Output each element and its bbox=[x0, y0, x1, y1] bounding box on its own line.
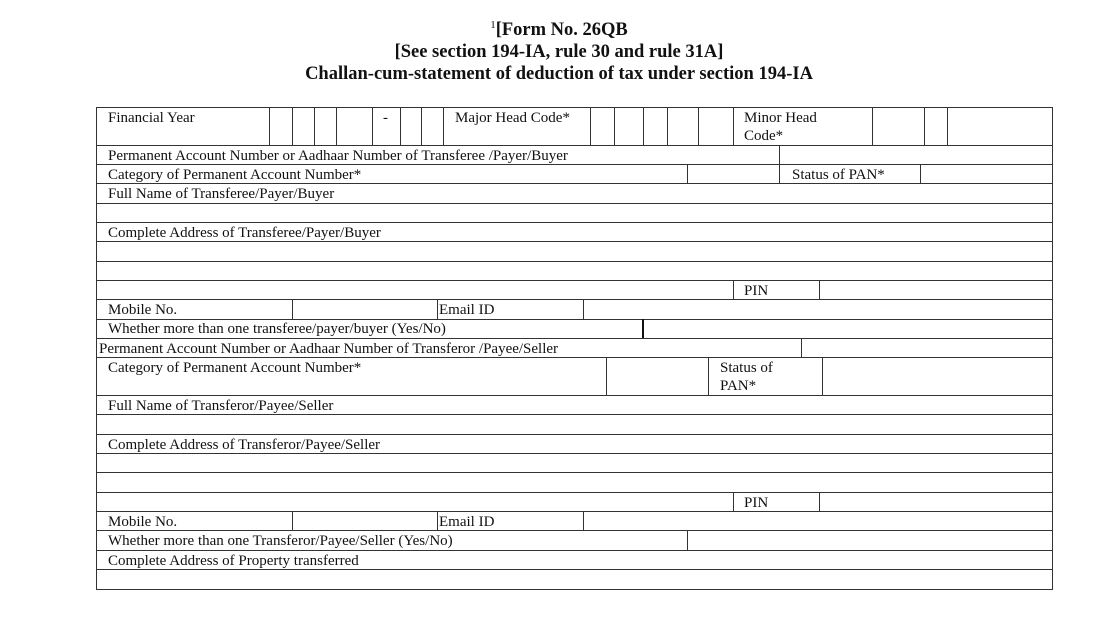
financial-year-label: Financial Year bbox=[108, 110, 195, 126]
cell-divider bbox=[643, 107, 644, 145]
transferor-multiple-label: Whether more than one Transferor/Payee/Seller (Yes/No) bbox=[108, 533, 453, 549]
transferee-pin-label: PIN bbox=[744, 283, 769, 299]
form-title: Challan-cum-statement of deduction of tax under section 194-IA bbox=[305, 64, 813, 84]
cell-divider bbox=[733, 107, 734, 145]
transferee-multiple-label: Whether more than one transferee/payer/buyer (Yes/No) bbox=[108, 321, 446, 337]
financial-year-separator: - bbox=[383, 110, 388, 126]
form-table bbox=[96, 107, 1053, 590]
cell-divider bbox=[708, 357, 709, 395]
transferor-address-line-2[interactable] bbox=[97, 473, 1052, 492]
transferor-name-field[interactable] bbox=[97, 415, 1052, 434]
cell-divider bbox=[872, 107, 873, 145]
cell-divider bbox=[400, 107, 401, 145]
minor-head-code-label: Minor Head Code* bbox=[744, 110, 817, 144]
transferee-name-label: Full Name of Transferee/Payer/Buyer bbox=[108, 186, 335, 202]
cell-divider bbox=[733, 492, 734, 511]
cell-divider bbox=[421, 107, 422, 145]
cell-divider bbox=[269, 107, 270, 145]
transferor-pan-field[interactable] bbox=[802, 339, 1052, 357]
row-divider bbox=[96, 222, 1053, 223]
form-header bbox=[0, 14, 1118, 85]
cell-divider bbox=[314, 107, 315, 145]
form-number bbox=[0, 14, 1118, 41]
table-border-left bbox=[96, 107, 97, 590]
transferor-pan-status-label: Status of PAN* bbox=[720, 360, 773, 394]
transferee-address-line-2[interactable] bbox=[97, 262, 1052, 280]
transferor-pin-field[interactable] bbox=[820, 493, 1052, 511]
transferee-pan-status-label: Status of PAN* bbox=[792, 167, 885, 183]
transferor-mobile-field[interactable] bbox=[293, 512, 437, 530]
transferee-email-field[interactable] bbox=[584, 300, 1052, 319]
cell-divider bbox=[947, 107, 948, 145]
transferor-multiple-field[interactable] bbox=[688, 531, 1052, 550]
transferor-pan-label: Permanent Account Number or Aadhaar Number of Transferor /Payee/Seller bbox=[99, 341, 559, 357]
transferee-address-label: Complete Address of Transferee/Payer/Buyer bbox=[108, 225, 381, 241]
section-reference: [See section 194-IA, rule 30 and rule 31A] bbox=[394, 42, 724, 62]
row-divider bbox=[96, 550, 1053, 551]
footnote-reference: 1 bbox=[490, 19, 496, 31]
cell-divider bbox=[443, 107, 444, 145]
property-address-label: Complete Address of Property transferred bbox=[108, 553, 359, 569]
transferee-address-line-1[interactable] bbox=[97, 242, 1052, 260]
row-divider bbox=[96, 434, 1053, 435]
property-address-field[interactable] bbox=[97, 570, 1052, 589]
transferee-pan-category-field[interactable] bbox=[688, 165, 779, 183]
form-number-text: [Form No. 26QB bbox=[495, 20, 628, 40]
cell-divider bbox=[733, 280, 734, 299]
table-border-bottom bbox=[96, 589, 1053, 590]
table-border-top bbox=[96, 107, 1053, 108]
cell-divider bbox=[372, 107, 373, 145]
transferor-name-label: Full Name of Transferor/Payee/Seller bbox=[108, 398, 334, 414]
table-border-right bbox=[1052, 107, 1053, 590]
transferor-pin-label: PIN bbox=[744, 495, 769, 511]
transferee-pan-category-label: Category of Permanent Account Number* bbox=[108, 167, 362, 183]
cell-divider bbox=[590, 107, 591, 145]
transferee-multiple-field[interactable] bbox=[644, 320, 1052, 338]
transferee-pin-field[interactable] bbox=[820, 281, 1052, 299]
transferee-name-field[interactable] bbox=[97, 204, 1052, 222]
transferee-pan-label: Permanent Account Number or Aadhaar Number of Transferee /Payer/Buyer bbox=[108, 148, 568, 164]
cell-divider bbox=[779, 164, 780, 183]
cell-divider bbox=[292, 107, 293, 145]
transferor-address-label: Complete Address of Transferor/Payee/Seller bbox=[108, 437, 381, 453]
transferor-address-line-1[interactable] bbox=[97, 454, 1052, 472]
cell-divider bbox=[437, 299, 438, 319]
transferee-mobile-field[interactable] bbox=[293, 300, 437, 319]
cell-divider bbox=[924, 107, 925, 145]
cell-divider bbox=[667, 107, 668, 145]
transferee-pan-field[interactable] bbox=[780, 146, 1052, 164]
row-divider bbox=[96, 395, 1053, 396]
cell-divider bbox=[336, 107, 337, 145]
transferor-pan-status-field[interactable] bbox=[823, 358, 1052, 395]
transferee-mobile-label: Mobile No. bbox=[108, 302, 178, 318]
transferor-pan-category-field[interactable] bbox=[607, 358, 708, 395]
cell-divider bbox=[614, 107, 615, 145]
transferee-pan-status-field[interactable] bbox=[921, 165, 1052, 183]
cell-divider bbox=[437, 511, 438, 530]
cell-divider bbox=[698, 107, 699, 145]
transferor-pan-category-label: Category of Permanent Account Number* bbox=[108, 360, 362, 376]
transferor-mobile-label: Mobile No. bbox=[108, 514, 178, 530]
transferee-email-label: Email ID bbox=[439, 302, 495, 318]
transferor-email-field[interactable] bbox=[584, 512, 1052, 530]
transferor-email-label: Email ID bbox=[439, 514, 495, 530]
major-head-code-label: Major Head Code* bbox=[455, 110, 570, 126]
